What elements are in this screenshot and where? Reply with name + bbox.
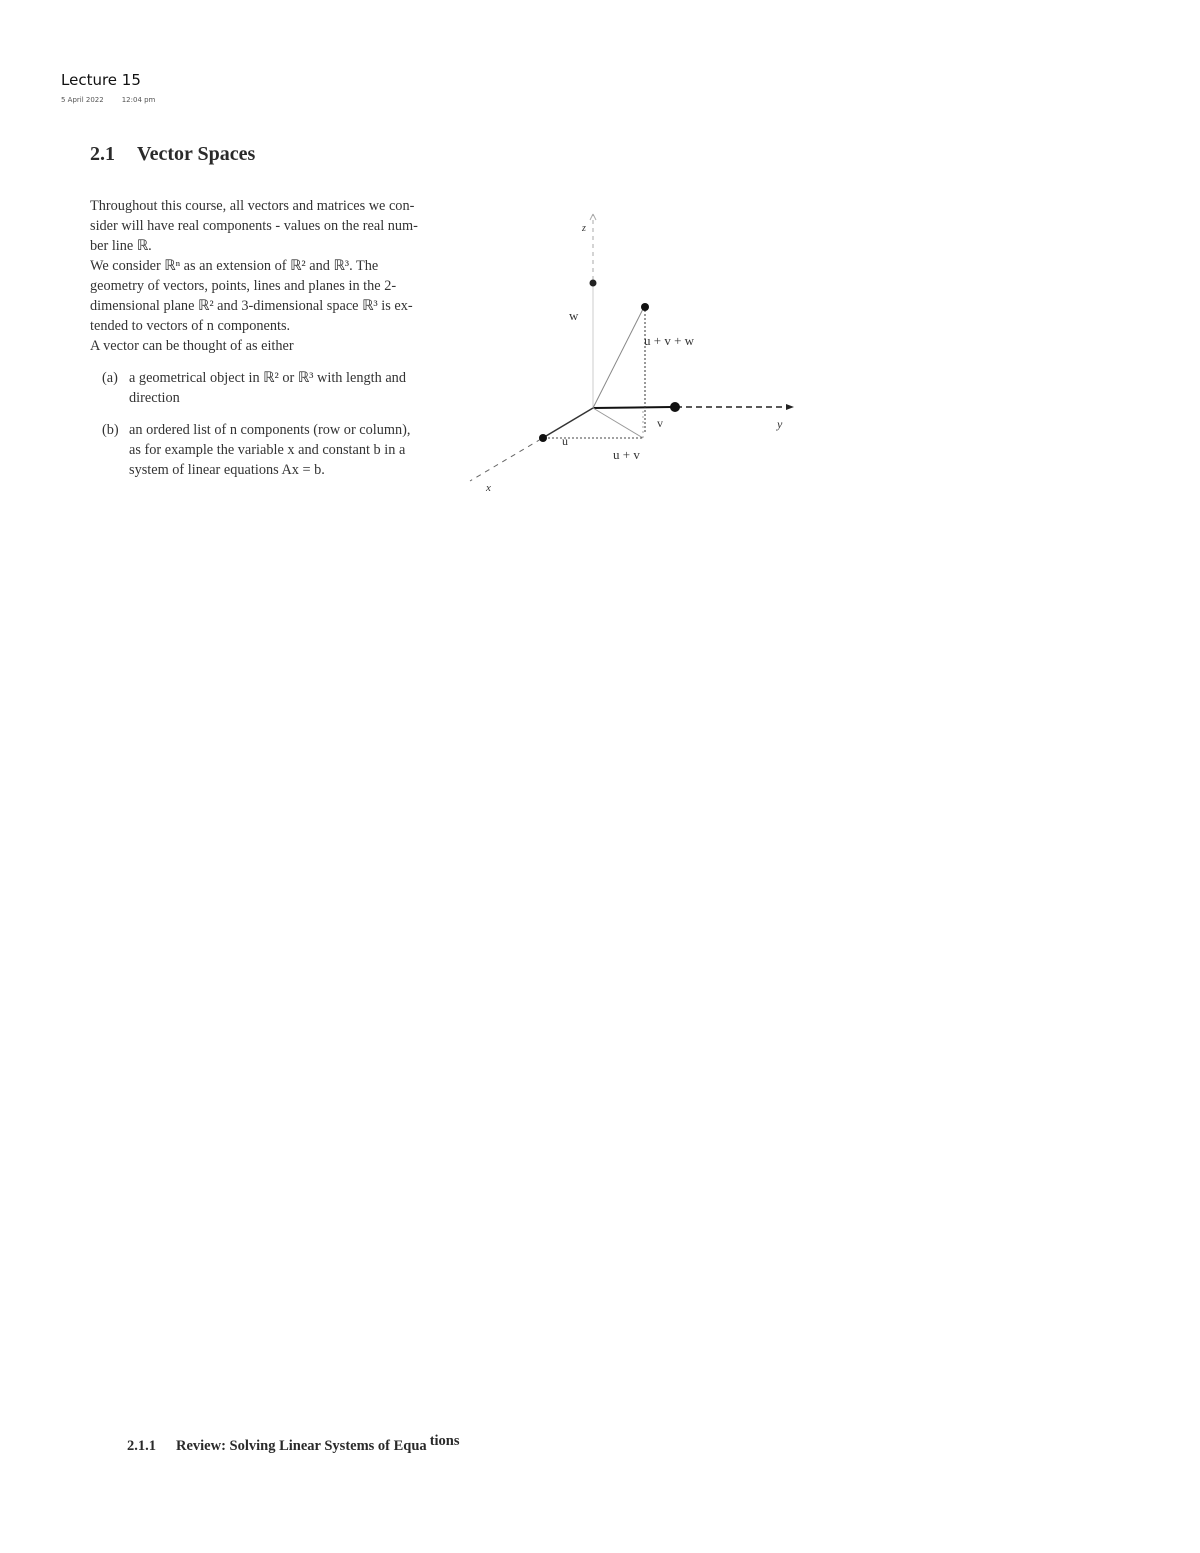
z-axis-label: z <box>582 223 586 234</box>
u-plus-v-vector <box>593 408 643 438</box>
text-line: ber line ℝ. <box>90 238 152 254</box>
u-plus-v-plus-w-vector <box>593 309 643 408</box>
paragraph-extension <box>90 256 448 336</box>
paragraph-intro <box>90 196 448 256</box>
page-time: 12:04 pm <box>121 96 156 104</box>
paragraph-vector-either <box>90 336 448 356</box>
u-plus-v-label: u + v <box>613 447 640 462</box>
u-plus-v-plus-w-tip <box>641 303 649 311</box>
v-label: v <box>657 416 663 430</box>
text-line: Throughout this course, all vectors and matrices we con- <box>90 198 415 214</box>
list-item-b <box>102 420 448 480</box>
y-axis-arrowhead <box>786 404 794 410</box>
subsection-title: Review: Solving Linear Systems of Equa <box>176 1438 427 1454</box>
text-line: A vector can be thought of as either <box>90 338 294 354</box>
page-title: Lecture 15 <box>61 71 141 89</box>
vector-addition-diagram <box>462 200 802 500</box>
page-timestamp <box>61 96 155 104</box>
page-date: 5 April 2022 <box>61 96 104 104</box>
subsection-number: 2.1.1 <box>127 1438 156 1454</box>
list-marker: (a) <box>102 370 118 386</box>
x-axis-label: x <box>486 482 491 494</box>
subsection-heading <box>127 1433 460 1455</box>
u-vector <box>546 408 593 436</box>
section-body <box>90 196 448 356</box>
text-line: direction <box>129 390 180 406</box>
text-line: as for example the variable x and constant b in a <box>129 442 406 458</box>
u-plus-v-plus-w-label: u + v + w <box>644 333 695 348</box>
section-title: Vector Spaces <box>137 143 256 165</box>
text-line: dimensional plane ℝ² and 3-dimensional space ℝ³ is ex- <box>90 298 413 314</box>
list-marker: (b) <box>102 422 119 438</box>
w-vector-tip <box>590 280 597 287</box>
text-line: We consider ℝⁿ as an extension of ℝ² and ℝ³. The <box>90 258 379 274</box>
u-vector-tip <box>539 434 547 442</box>
subsection-title-tail: tions <box>429 1433 460 1449</box>
v-vector-tip <box>670 402 680 412</box>
z-axis-arrow <box>590 214 593 220</box>
w-label: w <box>569 308 579 323</box>
text-line: system of linear equations Ax = b. <box>129 462 325 478</box>
text-line: sider will have real components - values on the real num- <box>90 218 418 234</box>
text-line: geometry of vectors, points, lines and planes in the 2- <box>90 278 397 294</box>
z-axis-arrow <box>593 214 596 220</box>
u-label: u <box>562 434 568 448</box>
section-number: 2.1 <box>90 143 115 165</box>
y-axis-label: y <box>777 417 783 431</box>
text-line: a geometrical object in ℝ² or ℝ³ with length and <box>129 370 406 386</box>
v-vector <box>593 407 672 408</box>
list-item-a <box>102 368 448 408</box>
text-line: an ordered list of n components (row or column), <box>129 422 411 438</box>
text-line: tended to vectors of n components. <box>90 318 291 334</box>
x-axis <box>470 439 541 481</box>
section-heading <box>90 143 255 166</box>
